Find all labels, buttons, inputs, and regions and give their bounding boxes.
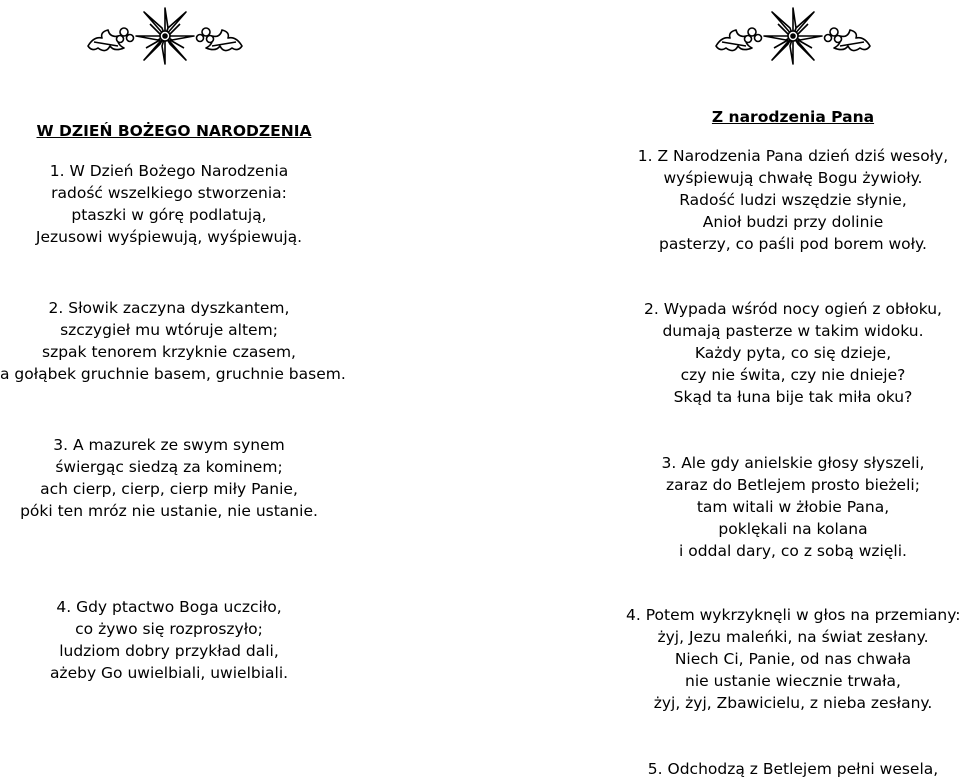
right-stanza-3	[626, 452, 960, 562]
verse-line: dumają pasterze w takim widoku.	[662, 322, 924, 340]
verse-line: 1. Z Narodzenia Pana dzień dziś wesoły,	[637, 147, 949, 165]
right-stanza-4	[626, 604, 960, 714]
verse-line: Jezusowi wyśpiewują, wyśpiewują.	[35, 228, 303, 246]
verse-line: ach cierp, cierp, cierp miły Panie,	[40, 480, 298, 498]
verse-line: 3. A mazurek ze swym synem	[53, 436, 285, 454]
left-carol-column	[0, 0, 346, 778]
verse-line: ptaszki w górę podlatują,	[71, 206, 267, 224]
verse-line: ludziom dobry przykład dali,	[59, 642, 279, 660]
verse-line: żyj, żyj, Zbawicielu, z nieba zesłany.	[653, 694, 933, 712]
right-stanza-5	[626, 758, 960, 780]
right-stanza-1	[626, 145, 960, 255]
verse-line: co żywo się rozproszyło;	[75, 620, 263, 638]
verse-line: poklękali na kolana	[718, 520, 868, 538]
verse-line: pasterzy, co paśli pod borem woły.	[659, 235, 927, 253]
verse-line: radość wszelkiego stworzenia:	[51, 184, 287, 202]
verse-line: świergąc siedzą za kominem;	[55, 458, 283, 476]
left-stanza-4	[0, 596, 338, 684]
right-carol-title: Z narodzenia Pana	[711, 108, 875, 126]
left-stanza-3	[0, 434, 338, 522]
verse-line: Niech Ci, Panie, od nas chwała	[674, 650, 912, 668]
verse-line: zaraz do Betlejem prosto bieżeli;	[666, 476, 920, 494]
verse-line: ażeby Go uwielbiali, uwielbiali.	[49, 664, 289, 682]
verse-line: Skąd ta łuna bije tak miła oku?	[673, 388, 913, 406]
verse-line: żyj, Jezu maleńki, na świat zesłany.	[657, 628, 929, 646]
verse-line: 3. Ale gdy anielskie głosy słyszeli,	[661, 454, 925, 472]
verse-line: a gołąbek gruchnie basem, gruchnie basem.	[0, 365, 346, 383]
verse-line: 2. Słowik zaczyna dyszkantem,	[48, 299, 290, 317]
right-carol-column	[626, 0, 960, 778]
verse-line: nie ustanie wiecznie trwała,	[685, 672, 901, 690]
verse-line: Radość ludzi wszędzie słynie,	[679, 191, 907, 209]
verse-line: szpak tenorem krzyknie czasem,	[42, 343, 296, 361]
verse-line: 1. W Dzień Bożego Narodzenia	[49, 162, 289, 180]
verse-line: 4. Gdy ptactwo Boga uczciło,	[56, 598, 282, 616]
verse-line: 2. Wypada wśród nocy ogień z obłoku,	[644, 300, 942, 318]
verse-line: wyśpiewują chwałę Bogu żywioły.	[663, 169, 923, 187]
left-carol-title: W DZIEŃ BOŻEGO NARODZENIA	[36, 122, 312, 140]
left-stanza-2	[0, 297, 346, 385]
verse-line: póki ten mróz nie ustanie, nie ustanie.	[20, 502, 318, 520]
verse-line: szczygieł mu wtóruje altem;	[60, 321, 278, 339]
right-stanza-2	[626, 298, 960, 408]
verse-line: i oddal dary, co z sobą wzięli.	[679, 542, 907, 560]
verse-line: 4. Potem wykrzyknęli w głos na przemiany:	[626, 606, 960, 624]
verse-line: czy nie świta, czy nie dnieje?	[680, 366, 906, 384]
verse-line: Anioł budzi przy dolinie	[702, 213, 884, 231]
verse-line: Każdy pyta, co się dzieje,	[694, 344, 892, 362]
verse-line: tam witali w żłobie Pana,	[696, 498, 890, 516]
left-stanza-1	[0, 160, 338, 248]
verse-line: 5. Odchodzą z Betlejem pełni wesela,	[647, 760, 939, 778]
